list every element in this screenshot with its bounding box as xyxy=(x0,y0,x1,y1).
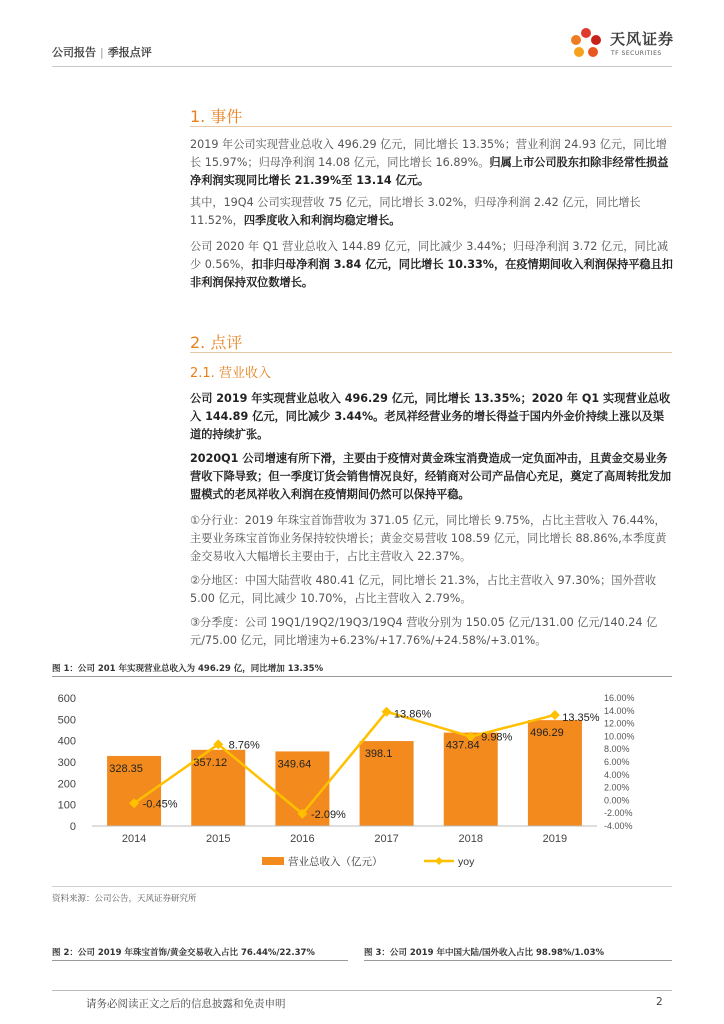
para-2-bold: 四季度收入和利润均稳定增长。 xyxy=(243,214,401,227)
logo-text-cn: 天风证券 xyxy=(610,30,675,48)
legend-bar-label: 营业总收入（亿元） xyxy=(288,856,383,868)
figure-3-rule xyxy=(364,960,672,961)
revenue-chart-svg xyxy=(52,682,672,882)
para-1-bold: 归属上市公司股东扣除非经常性损益净利润实现同比增长 21.39%至 13.14 亿元。 xyxy=(190,156,669,187)
legend-bar-swatch xyxy=(262,857,284,865)
y-right-tick-label: 12.00% xyxy=(604,718,635,729)
report-type-a: 公司报告 xyxy=(52,46,96,59)
report-type xyxy=(52,44,152,60)
revenue-data-label: 357.12 xyxy=(193,756,228,769)
section-2-para-5: ③分季度：公司 19Q1/19Q2/19Q3/19Q4 营收分别为 150.05 亿元/131.00 亿元/140.24 亿元/75.00 亿元，同比增速为+6.23%/+17.76%/+24.58%/+3.01%。 xyxy=(190,616,658,647)
y-left-tick-label: 100 xyxy=(57,799,76,812)
yoy-data-label: -2.09% xyxy=(310,808,346,821)
report-type-b: 季报点评 xyxy=(107,46,152,59)
revenue-chart xyxy=(52,682,672,882)
y-right-tick-label: -4.00% xyxy=(604,821,633,831)
para-3-bold: 扣非归母净利润 3.84 亿元，同比增长 10.33%，在疫情期间收入利润保持平稳且扣非利润保持双位数增长。 xyxy=(190,258,673,289)
section-2-rule xyxy=(190,352,672,353)
figure-1-title: 图 1：公司 201 年实现营业总收入为 496.29 亿，同比增加 13.35% xyxy=(52,664,324,674)
y-left-tick-label: 0 xyxy=(69,821,76,833)
section-1-para-3 xyxy=(190,238,674,292)
x-tick-label: 2019 xyxy=(542,833,568,845)
figure-2-title: 图 2：公司 2019 年珠宝首饰/黄金交易收入占比 76.44%/22.37% xyxy=(52,948,315,958)
x-tick-label: 2016 xyxy=(290,833,315,845)
section-2-para-1: 公司 2019 年实现营业总收入 496.29 亿元，同比增长 13.35%；2020 年 Q1 实现营业总收入 144.89 亿元，同比减少 3.44%。老凤祥经营业务的增长得益于国内外金价持续上涨以及渠道的持续扩张。 xyxy=(190,392,671,441)
revenue-data-label: 349.64 xyxy=(277,758,312,771)
yoy-data-label: 13.86% xyxy=(393,708,432,721)
yoy-data-label: 13.35% xyxy=(562,711,600,724)
section-2-para-3: ①分行业：2019 年珠宝首饰营收为 371.05 亿元，同比增长 9.75%，占比主营收入 76.44%，主要业务珠宝首饰业务保持较快增长；黄金交易营收 108.59 亿元，同比增长 88.86%,本季度黄金交易收入大幅增长主要由于，占比主营收入 22.37%。 xyxy=(190,514,667,563)
y-right-tick-label: 4.00% xyxy=(604,769,630,780)
page-number: 2 xyxy=(656,996,663,1008)
section-2-para-2: 2020Q1 公司增速有所下滑，主要由于疫情对黄金珠宝消费造成一定负面冲击，且黄金交易业务营收下降导致；但一季度订货会销售情况良好，经销商对公司产品信心充足，奠定了高周转批发加盟模式的老凤祥收入利润在疫情期间仍然可以保持平稳。 xyxy=(190,452,672,501)
source-note: 资料来源：公司公告，天风证券研究所 xyxy=(52,894,197,904)
section-1-rule xyxy=(190,126,672,127)
legend-line-marker xyxy=(435,857,443,865)
revenue-data-label: 398.1 xyxy=(364,748,393,761)
header-separator: | xyxy=(100,46,104,59)
x-tick-label: 2018 xyxy=(458,833,483,845)
legend-line-label: yoy xyxy=(458,856,475,868)
y-right-tick-label: 2.00% xyxy=(604,782,630,793)
figure-1-rule xyxy=(52,676,672,677)
section-1-para-2 xyxy=(190,194,674,230)
section-1-para-1 xyxy=(190,136,674,190)
company-logo xyxy=(566,22,676,66)
y-right-tick-label: 0.00% xyxy=(604,795,630,806)
yoy-data-label: 9.98% xyxy=(481,731,513,744)
figure-3-title: 图 3：公司 2019 年中国大陆/国外收入占比 98.98%/1.03% xyxy=(364,948,605,958)
para-2-text: 其中，19Q4 公司实现营收 75 亿元，同比增长 3.02%，归母净利润 2.42 亿元，同比增长 11.52%， xyxy=(190,196,641,227)
para-3-text: 公司 2020 年 Q1 营业总收入 144.89 亿元，同比减少 3.44%；归母净利润 3.72 亿元，同比减少 0.56%， xyxy=(190,240,669,271)
y-right-tick-label: 14.00% xyxy=(604,705,635,716)
revenue-data-label: 437.84 xyxy=(445,739,480,752)
logo-text-en: TF SECURITIES xyxy=(611,50,662,57)
disclaimer-text: 请务必阅读正文之后的信息披露和免责申明 xyxy=(86,998,286,1010)
y-left-tick-label: 300 xyxy=(57,757,76,769)
yoy-data-label: -0.45% xyxy=(142,798,178,811)
x-tick-label: 2017 xyxy=(374,833,399,845)
yoy-data-label: 8.76% xyxy=(228,739,260,752)
header-divider xyxy=(52,66,672,67)
flower-logo-icon xyxy=(566,24,606,64)
subsection-2-1-title: 2.1. 营业收入 xyxy=(190,366,271,381)
y-right-tick-label: 10.00% xyxy=(604,731,635,742)
x-tick-label: 2015 xyxy=(206,833,231,845)
yoy-marker xyxy=(550,710,560,720)
figure-2-rule xyxy=(52,960,348,961)
y-left-tick-label: 600 xyxy=(57,693,76,705)
y-right-tick-label: -2.00% xyxy=(604,808,633,819)
section-1-title: 1. 事件 xyxy=(190,107,243,126)
y-left-tick-label: 200 xyxy=(57,778,76,791)
x-tick-label: 2014 xyxy=(121,833,147,845)
y-right-tick-label: 6.00% xyxy=(604,757,630,767)
section-2-title: 2. 点评 xyxy=(190,333,243,352)
para-1-text: 2019 年公司实现营业总收入 496.29 亿元，同比增长 13.35%；营业利润 24.93 亿元，同比增长 15.97%；归母净利润 14.08 亿元，同比增长 16.89%。 xyxy=(190,138,667,169)
footer-divider xyxy=(52,990,672,991)
y-right-tick-label: 8.00% xyxy=(604,744,630,755)
page-footer xyxy=(0,990,724,1024)
section-2-para-4: ②分地区：中国大陆营收 480.41 亿元，同比增长 21.3%，占比主营收入 97.30%；国外营收 5.00 亿元，同比减少 10.70%，占比主营收入 2.79%。 xyxy=(190,574,657,605)
y-left-tick-label: 400 xyxy=(57,735,76,748)
revenue-data-label: 328.35 xyxy=(109,762,143,775)
y-right-tick-label: 16.00% xyxy=(604,693,635,703)
figure-1-bottom-rule xyxy=(52,886,672,887)
y-left-tick-label: 500 xyxy=(57,714,76,727)
revenue-data-label: 496.29 xyxy=(530,727,564,740)
